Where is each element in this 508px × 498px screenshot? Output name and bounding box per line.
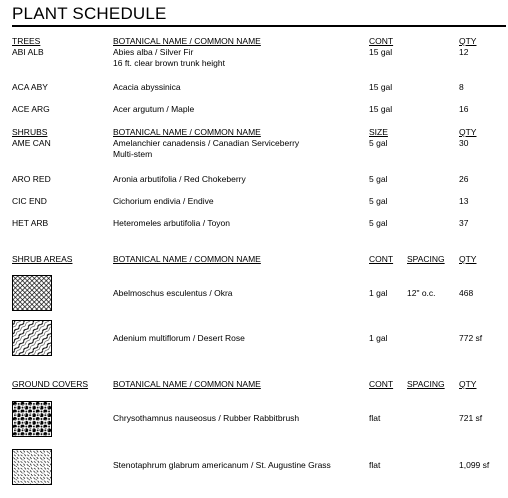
plant-note: 16 ft. clear brown trunk height: [113, 58, 225, 68]
plant-cont: 15 gal: [369, 47, 393, 57]
plant-cont: 1 gal: [369, 333, 388, 343]
plant-cont: 15 gal: [369, 82, 393, 92]
plant-name: Acer argutum / Maple: [113, 104, 195, 114]
ground-covers-qty-header: QTY: [459, 379, 477, 389]
dense-blob-hatch-swatch: [12, 401, 52, 437]
trees-name-header: BOTANICAL NAME / COMMON NAME: [113, 36, 261, 46]
shrubs-name-header: BOTANICAL NAME / COMMON NAME: [113, 127, 261, 137]
shrub-areas-spacing-header: SPACING: [407, 254, 445, 264]
ground-covers-name-header: BOTANICAL NAME / COMMON NAME: [113, 379, 261, 389]
plant-code: HET ARB: [12, 218, 49, 228]
plant-qty: 30: [459, 138, 469, 148]
plant-code: ACA ABY: [12, 82, 48, 92]
plant-cont: flat: [369, 413, 381, 423]
plant-note: Multi-stem: [113, 149, 153, 159]
plant-code: ARO RED: [12, 174, 51, 184]
plant-spacing: 12" o.c.: [407, 288, 436, 298]
diagonal-hatch-swatch: [12, 320, 52, 356]
plant-name: Abies alba / Silver Fir: [113, 47, 194, 57]
plant-size: 5 gal: [369, 138, 388, 148]
plant-code: AME CAN: [12, 138, 51, 148]
plant-qty: 26: [459, 174, 469, 184]
ground-covers-header: GROUND COVERS: [12, 379, 89, 389]
shrubs-qty-header: QTY: [459, 127, 477, 137]
shrub-areas-qty-header: QTY: [459, 254, 477, 264]
plant-qty: 37: [459, 218, 469, 228]
plant-name: Adenium multiflorum / Desert Rose: [113, 333, 245, 343]
title-rule: [12, 25, 506, 27]
plant-cont: flat: [369, 460, 381, 470]
plant-qty: 721 sf: [459, 413, 483, 423]
plant-name: Abelmoschus esculentus / Okra: [113, 288, 233, 298]
shrubs-header: SHRUBS: [12, 127, 48, 137]
trees-header: TREES: [12, 36, 41, 46]
plant-name: Aronia arbutifolia / Red Chokeberry: [113, 174, 246, 184]
shrubs-size-header: SIZE: [369, 127, 388, 137]
plant-qty: 8: [459, 82, 464, 92]
plant-qty: 13: [459, 196, 469, 206]
plant-name: Amelanchier canadensis / Canadian Serviceberry: [113, 138, 300, 148]
plant-code: ABI ALB: [12, 47, 44, 57]
plant-name: Chrysothamnus nauseosus / Rubber Rabbitbrush: [113, 413, 300, 423]
plant-qty: 16: [459, 104, 469, 114]
plant-qty: 12: [459, 47, 469, 57]
page-title: PLANT SCHEDULE: [12, 4, 167, 23]
plant-qty: 772 sf: [459, 333, 483, 343]
plant-code: ACE ARG: [12, 104, 50, 114]
ground-covers-spacing-header: SPACING: [407, 379, 445, 389]
plant-qty: 468: [459, 288, 474, 298]
plant-name: Heteromeles arbutifolia / Toyon: [113, 218, 231, 228]
plant-cont: 1 gal: [369, 288, 388, 298]
trees-cont-header: CONT: [369, 36, 394, 46]
ground-covers-cont-header: CONT: [369, 379, 394, 389]
plant-name: Acacia abyssinica: [113, 82, 181, 92]
shrub-areas-cont-header: CONT: [369, 254, 394, 264]
plant-name: Stenotaphrum glabrum americanum / St. Augustine Grass: [113, 460, 331, 470]
crosshatch-hatch-swatch: [12, 275, 52, 311]
plant-size: 5 gal: [369, 218, 388, 228]
trees-qty-header: QTY: [459, 36, 477, 46]
shrub-areas-header: SHRUB AREAS: [12, 254, 73, 264]
plant-size: 5 gal: [369, 174, 388, 184]
shrub-areas-name-header: BOTANICAL NAME / COMMON NAME: [113, 254, 261, 264]
plant-qty: 1,099 sf: [459, 460, 490, 470]
plant-cont: 15 gal: [369, 104, 393, 114]
plant-code: CIC END: [12, 196, 47, 206]
plant-size: 5 gal: [369, 196, 388, 206]
sparse-dot-hatch-swatch: [12, 449, 52, 485]
plant-name: Cichorium endivia / Endive: [113, 196, 214, 206]
